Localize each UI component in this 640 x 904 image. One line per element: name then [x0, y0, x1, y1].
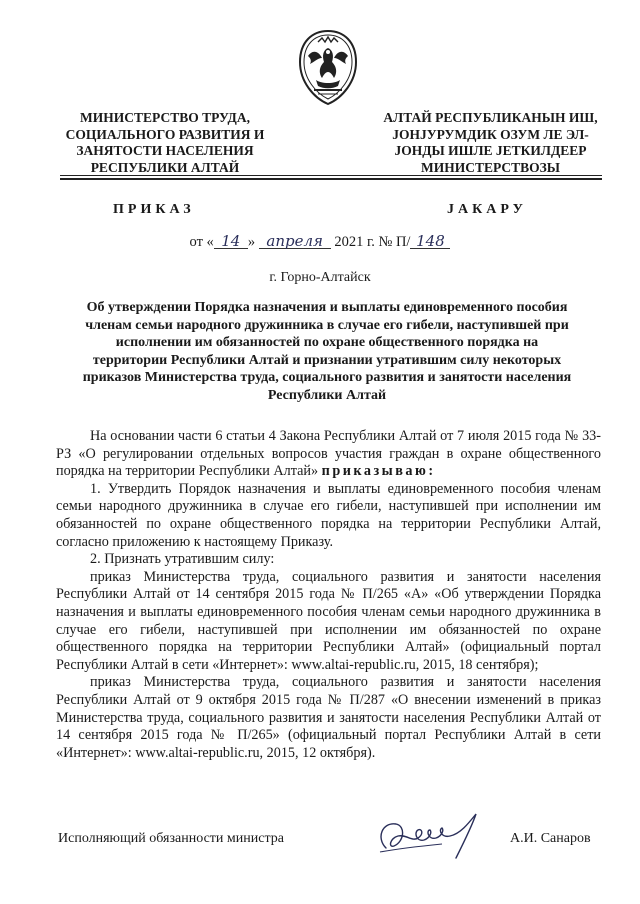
title-line: Об утверждении Порядка назначения и выплаты единовременного пособия — [86, 300, 568, 315]
title-line: исполнении им обязанностей по охране общественного порядка на — [115, 335, 539, 351]
header-left-line: ЗАНЯТОСТИ НАСЕЛЕНИЯ — [76, 143, 254, 158]
order-label-altai: ЈАКАРУ — [447, 202, 527, 217]
header-left-line: СОЦИАЛЬНОГО РАЗВИТИЯ И — [65, 126, 265, 142]
header-divider-thick — [60, 178, 602, 180]
date-prefix: от « — [189, 234, 214, 250]
order-number-handwritten: 148 — [410, 234, 450, 249]
signer-position: Исполняющий обязанности министра — [58, 831, 284, 846]
ministry-name-altai — [378, 110, 603, 176]
preamble-paragraph — [56, 428, 601, 481]
clause-1: 1. Утвердить Порядок назначения и выплаты единовременного пособия членам семьи народного дружинника в случае его гибели, наступившей при исполнении им обязанностей по охране общественного порядка на территории Республики Алтай, согласно приложению к настоящему Приказу. — [56, 480, 601, 550]
order-date-line — [0, 234, 640, 251]
header-right-line: АЛТАЙ РЕСПУБЛИКАНЫН ИШ, — [383, 110, 598, 125]
title-line: членам семьи народного дружинника в случае его гибели, наступившей при — [85, 317, 569, 333]
header-left-line: РЕСПУБЛИКИ АЛТАЙ — [90, 159, 240, 175]
ministry-name-russian — [60, 110, 270, 176]
title-line: приказов Министерства труда, социального развития и занятости населения — [82, 370, 572, 386]
header-right-line: ЈОНДЫ ИШЛЕ ЈЕТКИЛДЕЕР — [394, 143, 587, 158]
preamble-text: На основании части 6 статьи 4 Закона Республики Алтай от 7 июля 2015 года № 33-РЗ «О регулировании отдельных вопросов участия граждан в охране общественного порядка на территории Республики Алтай» — [56, 428, 601, 480]
handwritten-signature — [372, 808, 492, 864]
date-year-number: 2021 г. № П/ — [334, 234, 411, 250]
document-body — [56, 428, 601, 762]
repealed-order-1: приказ Министерства труда, социального развития и занятости населения Республики Алтай от 14 сентября 2015 года № П/265 «А» «Об утверждении Порядка назначения и выплаты единовременного пособия членам семьи народного дружинника в случае его гибели, наступившей при исполнении им обязанностей по охране общественного порядка на территории Республики Алтай» (официальный портал Республики Алтай в сети «Интернет»: www.altai-republic.ru, 2015, 18 сентября); — [56, 568, 601, 673]
header-left-line: МИНИСТЕРСТВО ТРУДА, — [80, 110, 250, 125]
header-right-line: МИНИСТЕРСТВОЗЫ — [420, 159, 561, 175]
coat-of-arms-icon — [292, 28, 364, 108]
title-line: Республики Алтай — [267, 387, 387, 403]
date-month-handwritten: апреля — [259, 234, 331, 249]
document-title — [56, 299, 598, 405]
repealed-order-2: приказ Министерства труда, социального развития и занятости населения Республики Алтай от 9 октября 2015 года № П/287 «О внесении изменений в приказ Министерства труда, социального развития и занятости населения Республики Алтай от 14 сентября 2015 года № П/265» (официальный портал Республики Алтай в сети «Интернет»: www.altai-republic.ru, 2015, 12 октября). — [56, 674, 601, 761]
date-quote-close: » — [247, 234, 256, 250]
order-label-russian: ПРИКАЗ — [113, 202, 195, 217]
title-line: территории Республики Алтай и признании утратившим силу некоторых — [92, 352, 562, 368]
order-keyword: приказываю: — [321, 463, 436, 480]
city-name: г. Горно-Алтайск — [269, 270, 371, 285]
clause-2: 2. Признать утратившим силу: — [90, 551, 275, 568]
header-right-line: ЈОНЈУРУМДИК ОЗУМ ЛЕ ЭЛ- — [392, 126, 589, 142]
header-divider-thin — [60, 175, 602, 176]
signer-name: А.И. Санаров — [510, 831, 591, 846]
date-day-handwritten: 14 — [214, 234, 248, 249]
